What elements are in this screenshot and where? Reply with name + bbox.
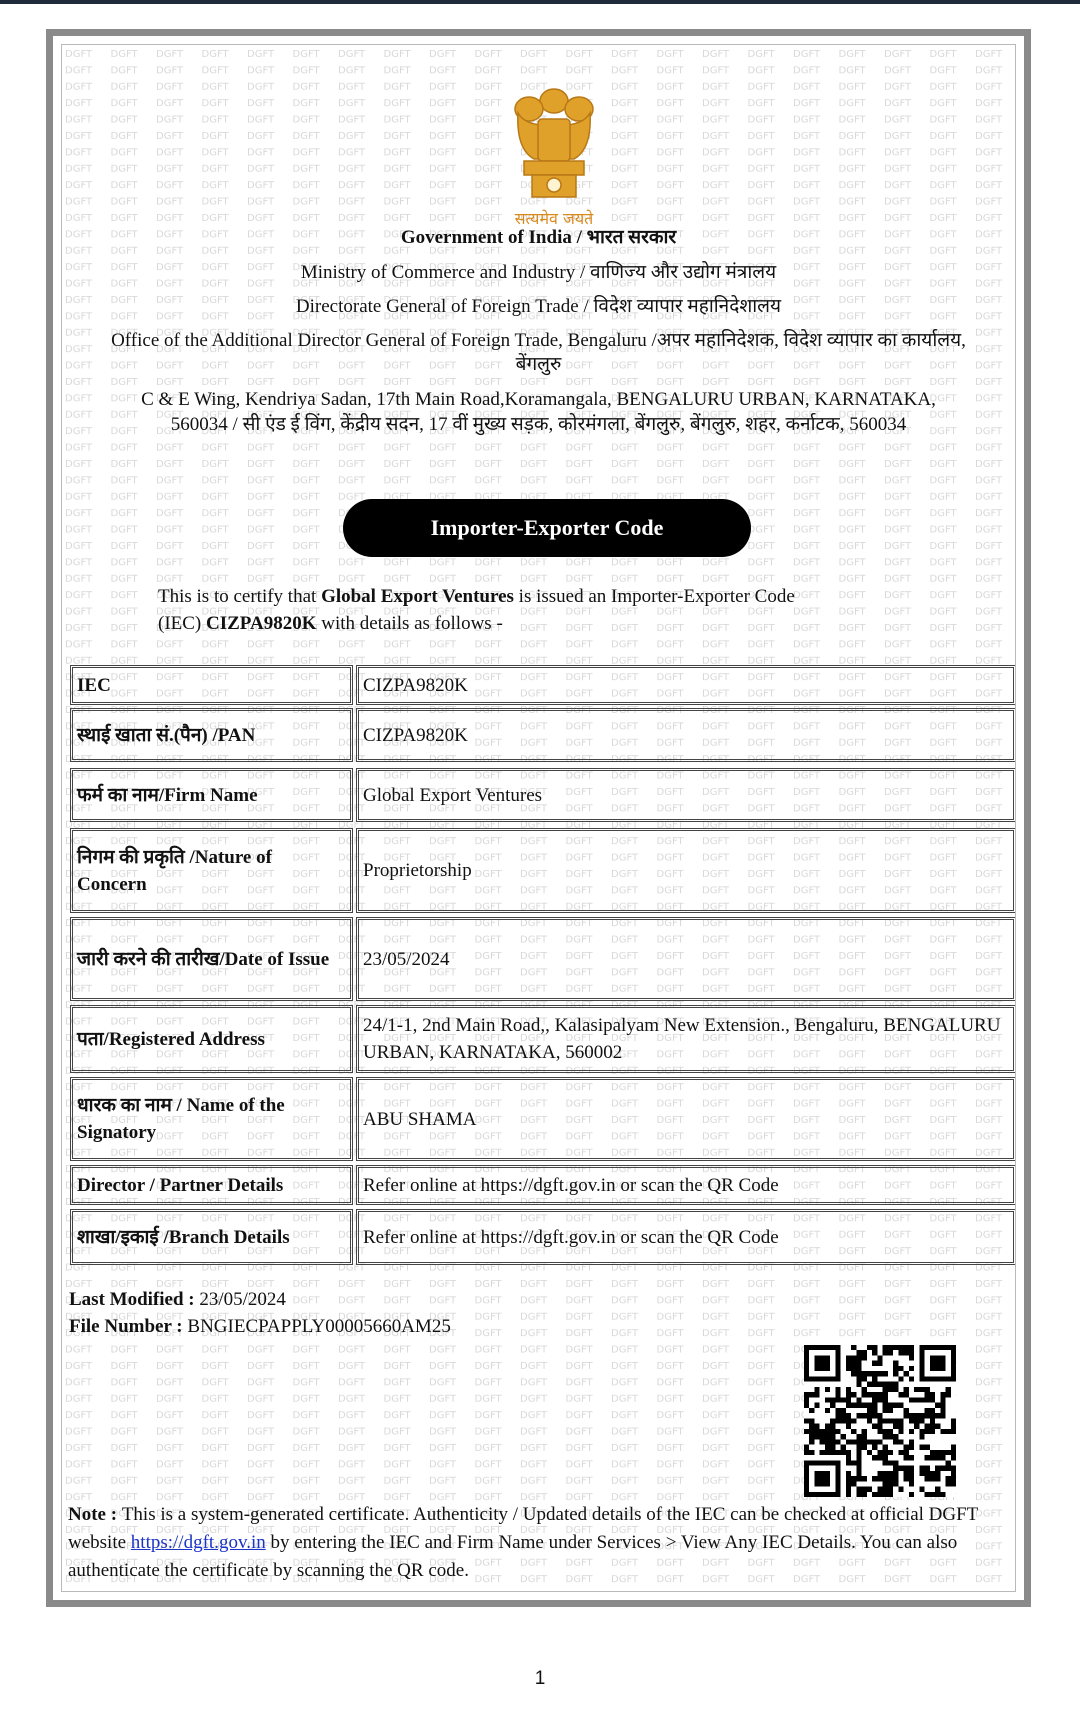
- certificate-inner-border: [61, 44, 1016, 1592]
- certificate-content: [62, 45, 1015, 1591]
- cert-text: with details as follows -: [316, 613, 503, 634]
- row-label: IEC: [70, 665, 353, 705]
- directorate-name: Directorate General of Foreign Trade / विदेश व्यापार महानिदेशालय: [295, 296, 782, 317]
- note-text: [68, 1501, 1016, 1585]
- row-value: Refer online at https://dgft.gov.in or scan the QR Code: [356, 1165, 1016, 1205]
- note-body: by entering the IEC and Firm Name under Services > View Any IEC Details. You can also authenticate the certificate by scanning the QR code.: [68, 1532, 958, 1581]
- office-address-line2: 560034 / सी एंड ई विंग, केंद्रीय सदन, 17 वीं मुख्य सड़क, कोरमंगला, बेंगलुरु, बेंगलुरु, शहर, कर्नाटक, 560034: [170, 414, 907, 435]
- note-body: This is a system-generated certificate. Authenticity / Updated details of the IEC can be checked at official DGFT website: [68, 1504, 978, 1553]
- last-modified-label: Last Modified :: [69, 1289, 200, 1310]
- row-label: Director / Partner Details: [70, 1165, 353, 1205]
- row-value: 23/05/2024: [356, 917, 1016, 1001]
- table-row: [70, 768, 1016, 822]
- row-label: धारक का नाम / Name of the Signatory: [70, 1077, 353, 1161]
- row-value: CIZPA9820K: [356, 708, 1016, 762]
- row-label: स्थाई खाता सं.(पैन) /PAN: [70, 708, 353, 762]
- certification-statement: [158, 583, 918, 637]
- row-value: Global Export Ventures: [356, 768, 1016, 822]
- table-row: [70, 828, 1016, 913]
- file-number-label: File Number :: [69, 1316, 188, 1337]
- row-value: 24/1-1, 2nd Main Road,, Kalasipalyam New Extension., Bengaluru, BENGALURU URBAN, KARNATAKA, 560002: [356, 1005, 1016, 1073]
- certificate-frame: [46, 29, 1031, 1607]
- cert-firm-name: Global Export Ventures: [321, 586, 514, 607]
- file-number-value: BNGIECPAPPLY00005660AM25: [187, 1316, 451, 1337]
- row-label: पता/Registered Address: [70, 1005, 353, 1073]
- office-name-line2: बेंगलुरु: [515, 354, 562, 375]
- office-name-line1: Office of the Additional Director General of Foreign Trade, Bengaluru /अपर महानिदेशक, विदेश व्यापार का कार्यालय,: [111, 330, 966, 351]
- row-label: फर्म का नाम/Firm Name: [70, 768, 353, 822]
- cert-text: (IEC): [158, 613, 207, 634]
- row-value: ABU SHAMA: [356, 1077, 1016, 1161]
- table-row: [70, 1077, 1016, 1161]
- table-row: [70, 708, 1016, 762]
- table-row: [70, 1005, 1016, 1073]
- certificate-title: Importer-Exporter Code: [343, 499, 751, 557]
- cert-iec: CIZPA9820K: [206, 613, 317, 634]
- emblem-motto: सत्यमेव जयते: [514, 209, 594, 228]
- government-title: Government of India / भारत सरकार: [400, 227, 677, 248]
- row-value: CIZPA9820K: [356, 665, 1016, 705]
- note-label: Note :: [68, 1504, 122, 1525]
- qr-code-icon: [804, 1345, 956, 1497]
- table-row: [70, 1165, 1016, 1205]
- row-value: Proprietorship: [356, 828, 1016, 913]
- page-number: 1: [534, 1668, 546, 1689]
- top-bar: [0, 0, 1080, 4]
- national-emblem-icon: [494, 79, 614, 234]
- row-label: जारी करने की तारीख/Date of Issue: [70, 917, 353, 1001]
- last-modified: [69, 1289, 286, 1311]
- dgft-website-link[interactable]: https://dgft.gov.in: [130, 1532, 266, 1553]
- row-value: Refer online at https://dgft.gov.in or scan the QR Code: [356, 1209, 1016, 1265]
- table-row: [70, 917, 1016, 1001]
- cert-text: is issued an Importer-Exporter Code: [513, 586, 795, 607]
- row-label: शाखा/इकाई /Branch Details: [70, 1209, 353, 1265]
- file-number: [69, 1316, 451, 1338]
- ministry-name: Ministry of Commerce and Industry / वाणिज्य और उद्योग मंत्रालय: [300, 262, 777, 283]
- office-address-line1: C & E Wing, Kendriya Sadan, 17th Main Road,Koramangala, BENGALURU URBAN, KARNATAKA,: [141, 389, 936, 410]
- row-label: निगम की प्रकृति /Nature of Concern: [70, 828, 353, 913]
- cert-text: This is to certify that: [158, 586, 322, 607]
- table-row: [70, 665, 1016, 705]
- last-modified-value: 23/05/2024: [199, 1289, 286, 1310]
- table-row: [70, 1209, 1016, 1265]
